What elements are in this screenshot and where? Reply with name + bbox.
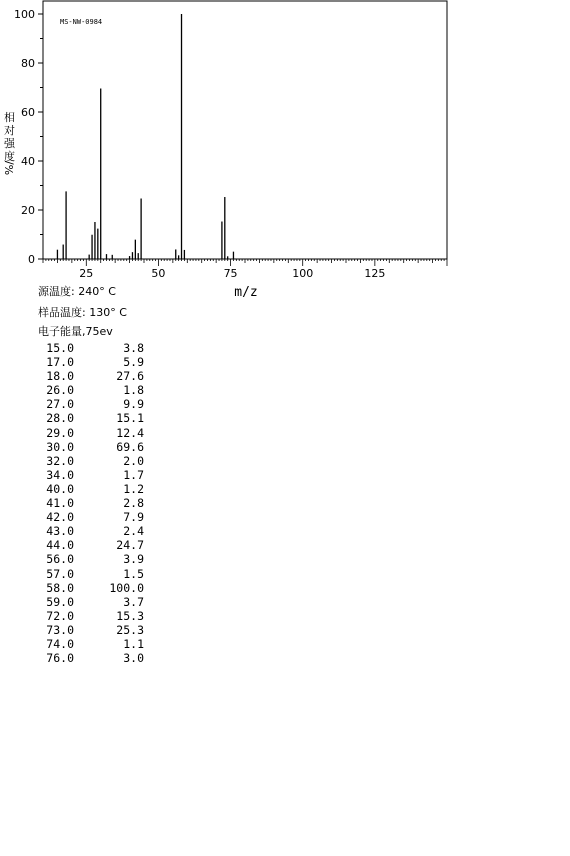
peak-abundance: 12.4 bbox=[116, 425, 144, 440]
y-tick-label: 20 bbox=[21, 204, 35, 217]
y-axis-label-char: 对 bbox=[4, 124, 15, 137]
peak-mz: 18.0 bbox=[46, 369, 74, 384]
x-axis-label: m/z bbox=[234, 285, 258, 300]
peak-mz: 74.0 bbox=[46, 636, 74, 651]
peak-abundance: 1.7 bbox=[123, 467, 144, 482]
y-axis-label bbox=[3, 110, 16, 175]
table-row bbox=[38, 426, 144, 440]
plot-frame bbox=[43, 1, 447, 259]
peak-mz: 15.0 bbox=[46, 341, 74, 355]
peak-abundance: 2.8 bbox=[123, 496, 144, 511]
peak-abundance: 5.9 bbox=[123, 355, 144, 370]
spectrum-id-label: MS-NW-0984 bbox=[60, 18, 103, 26]
peak-abundance: 15.3 bbox=[116, 608, 144, 623]
y-tick-label: 100 bbox=[14, 8, 35, 21]
y-axis-ticks bbox=[14, 8, 43, 266]
mass-spectrum-chart bbox=[0, 0, 570, 300]
table-row bbox=[38, 609, 144, 623]
peak-abundance: 24.7 bbox=[116, 538, 144, 553]
y-tick-label: 0 bbox=[28, 253, 35, 266]
peak-mz: 73.0 bbox=[46, 622, 74, 637]
table-row bbox=[38, 651, 144, 665]
table-row bbox=[38, 411, 144, 425]
peak-abundance: 27.6 bbox=[116, 369, 144, 384]
table-row bbox=[38, 637, 144, 651]
y-axis-label-char: 度 bbox=[4, 150, 15, 163]
peak-abundance: 1.1 bbox=[123, 636, 144, 651]
table-row bbox=[38, 383, 144, 397]
x-tick-label: 125 bbox=[364, 267, 386, 280]
peak-mz: 32.0 bbox=[46, 453, 74, 468]
table-row bbox=[38, 397, 144, 411]
peak-mz: 28.0 bbox=[46, 411, 74, 426]
table-row bbox=[38, 468, 144, 482]
peak-mz: 43.0 bbox=[46, 524, 74, 539]
y-tick-label: 80 bbox=[21, 57, 35, 70]
peak-abundance: 69.6 bbox=[116, 439, 144, 454]
table-row bbox=[38, 524, 144, 538]
y-axis-label-char: 强 bbox=[4, 137, 15, 150]
table-row bbox=[38, 369, 144, 383]
table-row bbox=[38, 581, 144, 595]
peak-mz: 72.0 bbox=[46, 608, 74, 623]
peak-mz: 56.0 bbox=[46, 552, 74, 567]
table-row bbox=[38, 496, 144, 510]
x-tick-label: 100 bbox=[292, 267, 314, 280]
peak-abundance: 7.9 bbox=[123, 510, 144, 525]
peak-mz: 44.0 bbox=[46, 538, 74, 553]
peak-mz: 40.0 bbox=[46, 481, 74, 496]
peak-abundance: 3.0 bbox=[123, 651, 144, 666]
table-row bbox=[38, 595, 144, 609]
table-row bbox=[38, 482, 144, 496]
peak-mz: 57.0 bbox=[46, 566, 74, 581]
table-row bbox=[38, 510, 144, 524]
table-row bbox=[38, 623, 144, 637]
peak-abundance: 1.2 bbox=[123, 481, 144, 496]
peak-abundance: 25.3 bbox=[116, 622, 144, 637]
peak-abundance: 2.4 bbox=[123, 524, 144, 539]
peak-mz: 58.0 bbox=[46, 580, 74, 595]
y-tick-label: 60 bbox=[21, 106, 35, 119]
peak-mz: 30.0 bbox=[46, 439, 74, 454]
table-row bbox=[38, 454, 144, 468]
source-temperature: 源温度: 240° C bbox=[38, 285, 116, 298]
peak-mz: 41.0 bbox=[46, 496, 74, 511]
peak-mz: 26.0 bbox=[46, 383, 74, 398]
peak-abundance: 3.7 bbox=[123, 594, 144, 609]
peak-abundance: 1.8 bbox=[123, 383, 144, 398]
table-row bbox=[38, 538, 144, 552]
table-row bbox=[38, 552, 144, 566]
peak-abundance: 9.9 bbox=[123, 397, 144, 412]
peak-table bbox=[38, 341, 144, 665]
spectrum-peaks bbox=[57, 14, 233, 259]
table-row bbox=[38, 341, 144, 355]
y-tick-label: 40 bbox=[21, 155, 35, 168]
peak-mz: 29.0 bbox=[46, 425, 74, 440]
peak-abundance: 2.0 bbox=[123, 453, 144, 468]
table-row bbox=[38, 440, 144, 454]
peak-mz: 59.0 bbox=[46, 594, 74, 609]
electron-energy: 电子能量,75ev bbox=[38, 325, 113, 338]
table-row bbox=[38, 567, 144, 581]
peak-mz: 27.0 bbox=[46, 397, 74, 412]
x-tick-label: 25 bbox=[79, 267, 94, 280]
y-axis-label-char: 相 bbox=[4, 111, 15, 124]
peak-mz: 76.0 bbox=[46, 651, 74, 666]
peak-mz: 42.0 bbox=[46, 510, 74, 525]
table-row bbox=[38, 355, 144, 369]
peak-mz: 34.0 bbox=[46, 467, 74, 482]
x-axis-ticks bbox=[43, 259, 447, 280]
peak-abundance: 1.5 bbox=[123, 566, 144, 581]
peak-abundance: 3.8 bbox=[123, 341, 144, 355]
peak-abundance: 15.1 bbox=[116, 411, 144, 426]
sample-temperature: 样品温度: 130° C bbox=[38, 306, 127, 319]
peak-mz: 17.0 bbox=[46, 355, 74, 370]
y-axis-label-prefix: %/ bbox=[3, 160, 16, 176]
x-tick-label: 75 bbox=[223, 267, 238, 280]
peak-abundance: 100.0 bbox=[109, 580, 144, 595]
peak-abundance: 3.9 bbox=[123, 552, 144, 567]
x-tick-label: 50 bbox=[151, 267, 166, 280]
